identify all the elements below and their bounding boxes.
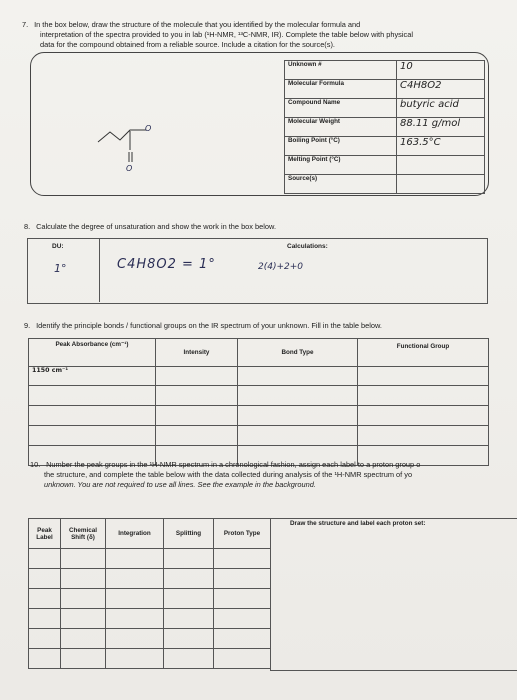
q9-number: 9. [24, 321, 31, 330]
q7-line3: data for the compound obtained from a reliable source. Include a citation for the source(s). [40, 40, 335, 49]
nmr-cell[interactable] [164, 549, 214, 569]
header-intensity: Intensity [156, 339, 238, 367]
nmr-cell[interactable] [29, 609, 61, 629]
nmr-cell[interactable] [214, 549, 271, 569]
nmr-cell[interactable] [164, 569, 214, 589]
ir-row1-absorbance[interactable]: 1150 cm⁻¹ [29, 367, 156, 386]
ir-cell[interactable] [238, 426, 358, 446]
ir-cell[interactable] [156, 426, 238, 446]
nmr-cell[interactable] [61, 569, 106, 589]
table-row [285, 99, 485, 118]
ir-cell[interactable] [358, 426, 489, 446]
ir-cell[interactable] [29, 426, 156, 446]
row-label-weight: Molecular Weight [285, 118, 397, 137]
molecular-formula-value[interactable]: C4H8O2 [397, 80, 485, 99]
q7-prompt [22, 20, 517, 50]
nmr-cell[interactable] [106, 629, 164, 649]
table-row [29, 367, 489, 386]
q7-number: 7. [22, 20, 29, 29]
ir-row1-intensity[interactable] [156, 367, 238, 386]
row-label-boiling: Boiling Point (°C) [285, 137, 397, 156]
q10-line3: unknown. You are not required to use all lines. See the example in the background. [44, 480, 316, 489]
ir-cell[interactable] [238, 386, 358, 406]
nmr-cell[interactable] [164, 629, 214, 649]
ir-cell[interactable] [156, 406, 238, 426]
molecule-structure-drawing [90, 110, 180, 180]
table-header-row [29, 339, 489, 367]
table-row [285, 80, 485, 99]
table-row [285, 156, 485, 175]
ir-table [28, 338, 489, 466]
table-row [29, 609, 271, 629]
nmr-cell[interactable] [214, 609, 271, 629]
row-label-name: Compound Name [285, 99, 397, 118]
row-label-unknown: Unknown # [285, 61, 397, 80]
nmr-cell[interactable] [106, 609, 164, 629]
nmr-cell[interactable] [214, 629, 271, 649]
nmr-cell[interactable] [61, 549, 106, 569]
nmr-cell[interactable] [164, 609, 214, 629]
row-label-formula: Molecular Formula [285, 80, 397, 99]
table-row [29, 589, 271, 609]
q8-text: Calculate the degree of unsaturation and show the work in the box below. [36, 222, 277, 231]
header-peak-absorbance: Peak Absorbance (cm⁻¹) [29, 339, 156, 367]
nmr-cell[interactable] [106, 649, 164, 669]
table-row [285, 137, 485, 156]
nmr-cell[interactable] [61, 649, 106, 669]
table-row [29, 629, 271, 649]
boiling-point-value[interactable]: 163.5°C [397, 137, 485, 156]
nmr-cell[interactable] [214, 589, 271, 609]
structure-oxygen-label: O [145, 124, 152, 133]
header-integration: Integration [106, 519, 164, 549]
physical-data-table [284, 60, 485, 194]
compound-name-value[interactable]: butyric acid [397, 99, 485, 118]
table-row [285, 61, 485, 80]
calc-work: 2(4)+2+0 [258, 262, 304, 272]
nmr-cell[interactable] [29, 549, 61, 569]
row-label-melting: Melting Point (°C) [285, 156, 397, 175]
nmr-cell[interactable] [106, 569, 164, 589]
nmr-table [28, 518, 271, 669]
nmr-cell[interactable] [29, 589, 61, 609]
table-row [29, 406, 489, 426]
nmr-cell[interactable] [164, 589, 214, 609]
unknown-number-value[interactable]: 10 [397, 61, 485, 80]
sources-value[interactable] [397, 175, 485, 194]
nmr-structure-instruction: Draw the structure and label each proton set: [290, 520, 426, 527]
q10-line1: Number the peak groups in the ¹H-NMR spectrum in a chronological fashion, assign each label to a proton group o [46, 460, 421, 469]
nmr-cell[interactable] [61, 629, 106, 649]
q10-line2: the structure, and complete the table below with the data collected during analysis of the ¹H-NMR spectrum of yo [44, 470, 413, 479]
table-row [285, 175, 485, 194]
nmr-cell[interactable] [29, 569, 61, 589]
ir-row1-group[interactable] [358, 367, 489, 386]
q9-prompt [24, 321, 504, 331]
nmr-cell[interactable] [61, 609, 106, 629]
row-label-sources: Source(s) [285, 175, 397, 194]
ir-row1-bond[interactable] [238, 367, 358, 386]
formula-work: C4H8O2 = 1° [117, 257, 216, 272]
structure-carbonyl-oxygen: O [126, 164, 133, 173]
ir-cell[interactable] [29, 406, 156, 426]
header-splitting: Splitting [164, 519, 214, 549]
header-peak-label: Peak Label [29, 519, 61, 549]
nmr-cell[interactable] [29, 629, 61, 649]
q10-prompt [30, 460, 517, 490]
table-row [29, 386, 489, 406]
nmr-cell[interactable] [106, 549, 164, 569]
table-row [29, 549, 271, 569]
table-row [285, 118, 485, 137]
q10-number: 10. [30, 460, 41, 469]
ir-cell[interactable] [358, 386, 489, 406]
q8-prompt [24, 222, 504, 232]
q7-line2: interpretation of the spectra provided to you in lab (¹H-NMR, ¹³C-NMR, IR). Complete the table below with physical [40, 30, 413, 39]
q7-line1: In the box below, draw the structure of the molecule that you identified by the molecular formula and [34, 20, 361, 29]
table-row [29, 426, 489, 446]
table-row [29, 649, 271, 669]
table-row [29, 569, 271, 589]
du-label: DU: [52, 243, 64, 250]
nmr-cell[interactable] [214, 649, 271, 669]
nmr-cell[interactable] [61, 589, 106, 609]
q8-number: 8. [24, 222, 31, 231]
ir-cell[interactable] [29, 386, 156, 406]
nmr-cell[interactable] [106, 589, 164, 609]
nmr-cell[interactable] [29, 649, 61, 669]
q9-text: Identify the principle bonds / functional groups on the IR spectrum of your unknown. Fill in the table below. [36, 321, 382, 330]
nmr-cell[interactable] [214, 569, 271, 589]
nmr-structure-drawing-area[interactable] [270, 518, 517, 671]
header-chemical-shift: Chemical Shift (δ) [61, 519, 106, 549]
ir-cell[interactable] [358, 406, 489, 426]
molecular-weight-value[interactable]: 88.11 g/mol [397, 118, 485, 137]
table-header-row [29, 519, 271, 549]
ir-cell[interactable] [238, 406, 358, 426]
ir-cell[interactable] [156, 386, 238, 406]
header-proton-type: Proton Type [214, 519, 271, 549]
header-bond-type: Bond Type [238, 339, 358, 367]
melting-point-value[interactable] [397, 156, 485, 175]
calculations-label: Calculations: [287, 243, 328, 250]
du-value: 1° [54, 262, 67, 275]
header-functional-group: Functional Group [358, 339, 489, 367]
nmr-cell[interactable] [164, 649, 214, 669]
